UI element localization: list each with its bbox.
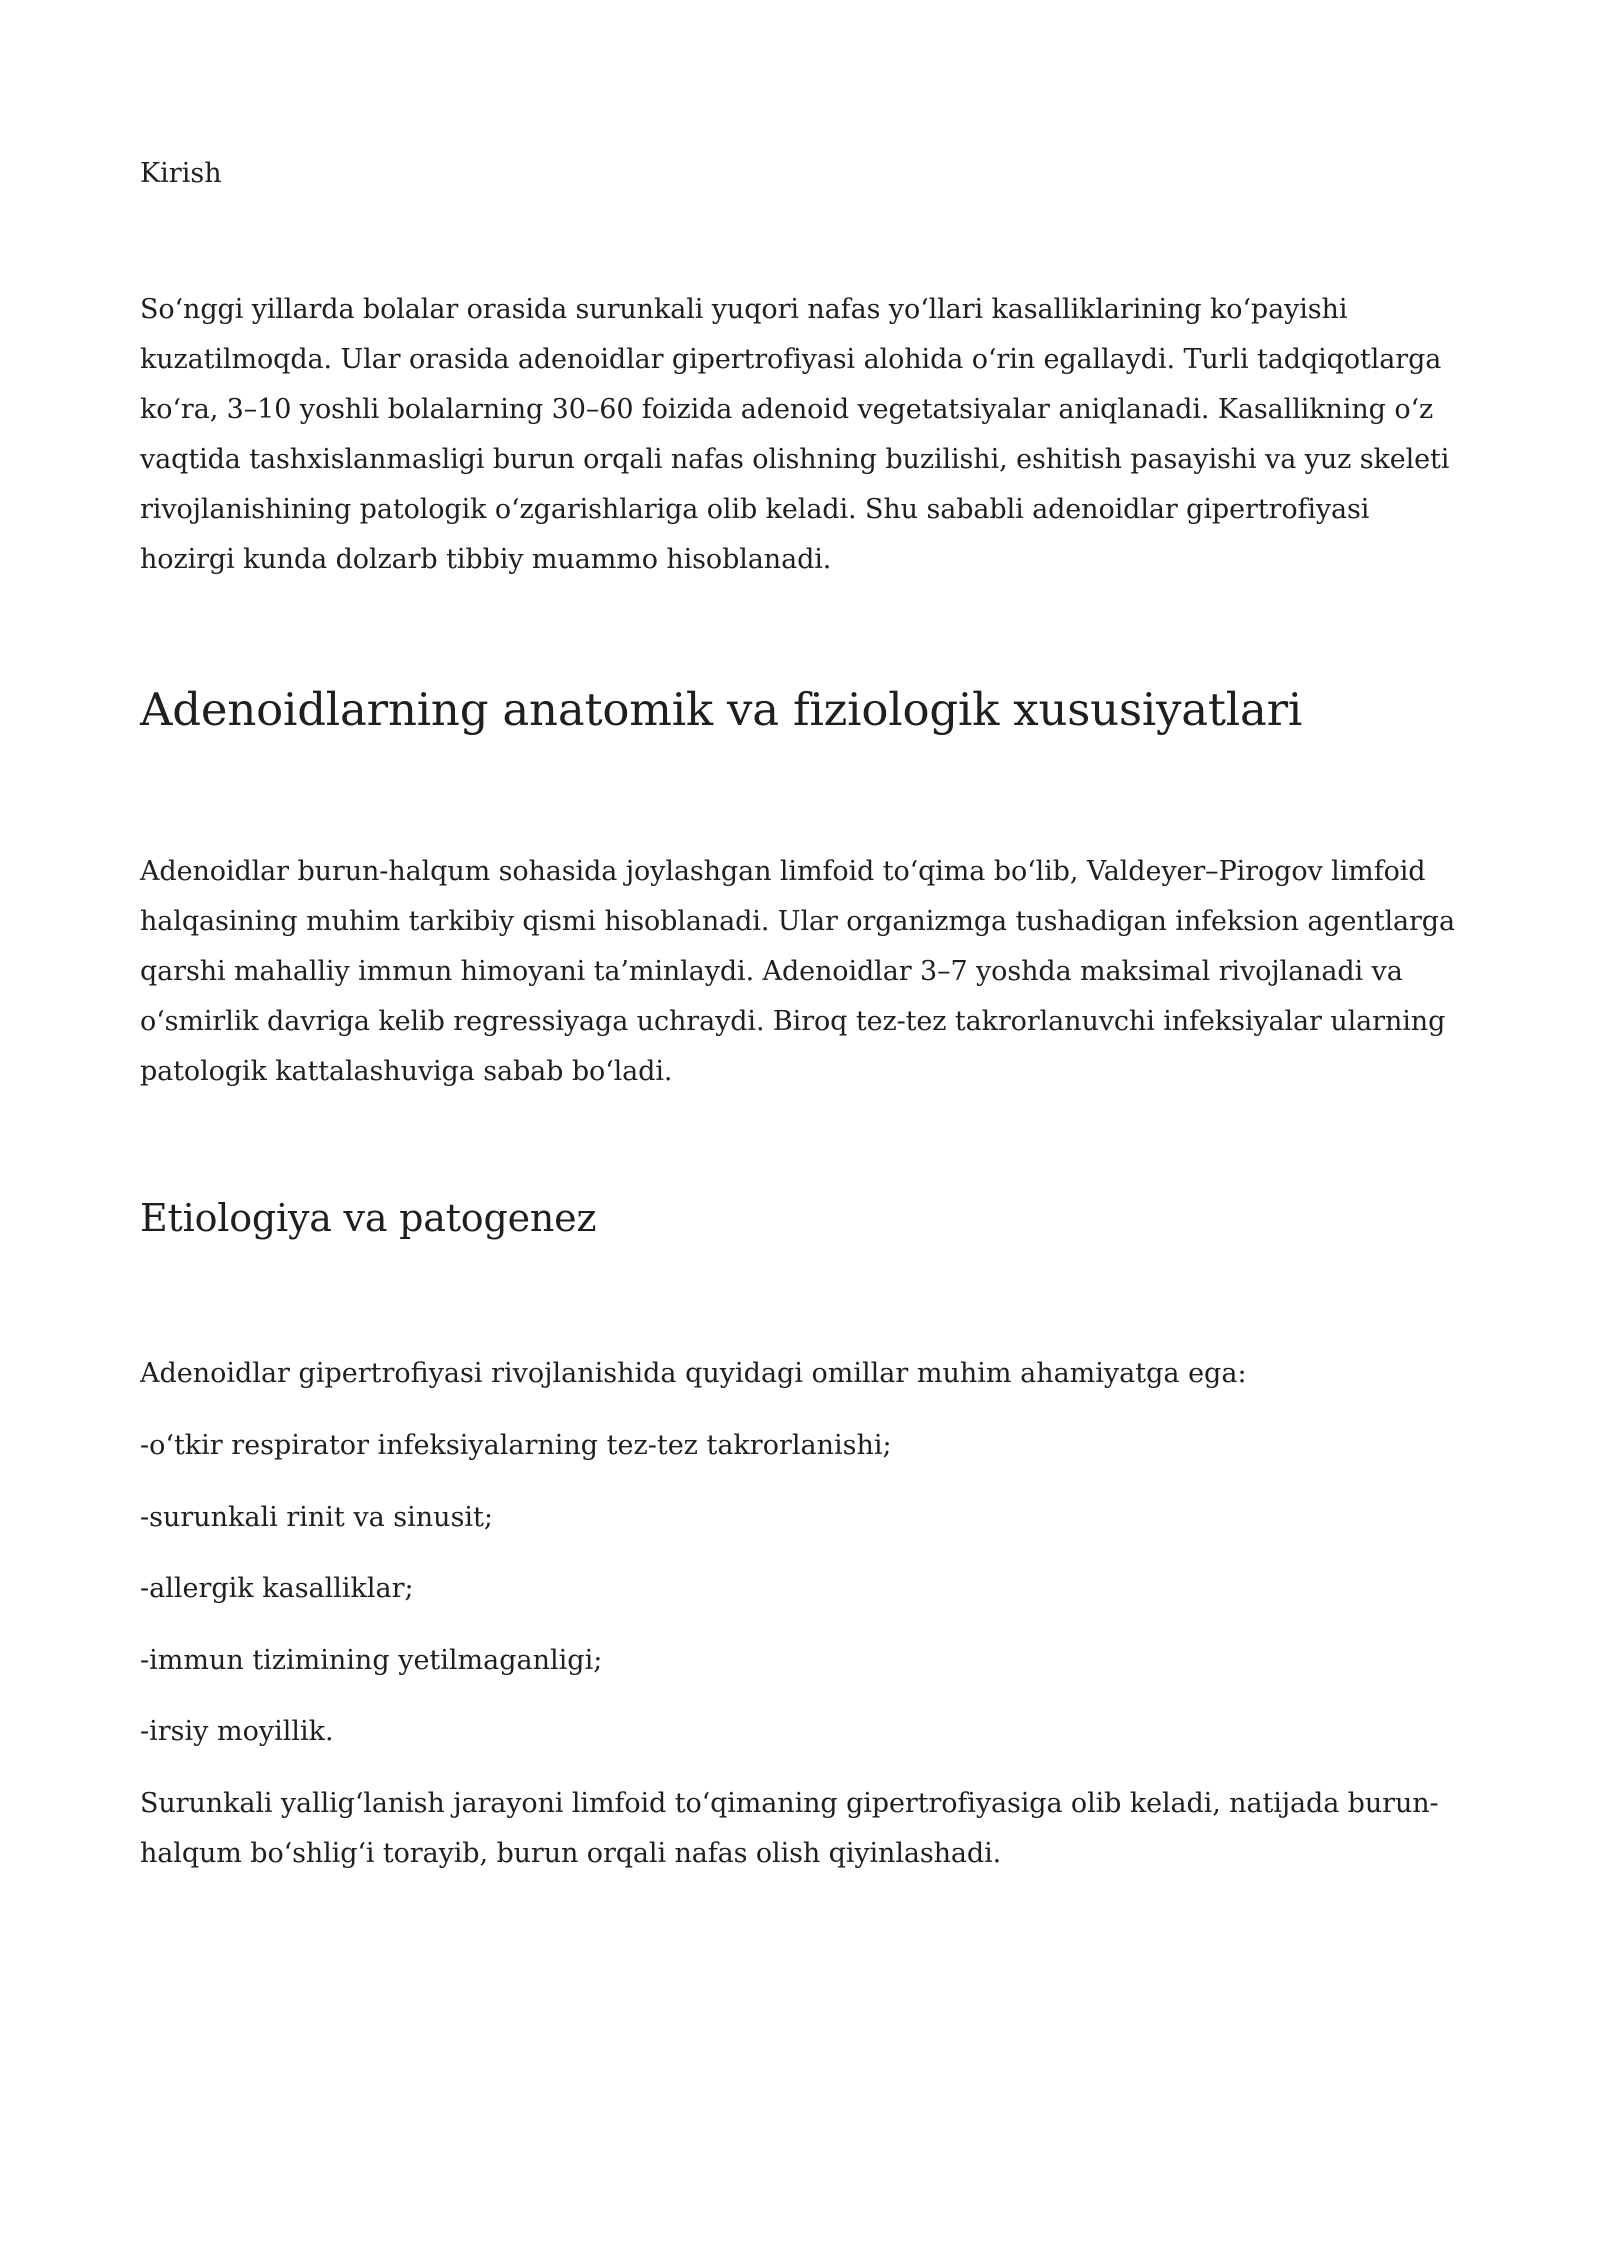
etiology-list-item: -allergik kasalliklar; [140,1573,414,1604]
section-heading-anatomy: Adenoidlarning anatomik va fiziologik xususiyatlari [140,683,1303,736]
etiology-list-item: -surunkali rinit va sinusit; [140,1502,494,1533]
etiology-intro: Adenoidlar gipertrofiyasi rivojlanishida quyidagi omillar muhim ahamiyatga ega: [140,1358,1247,1389]
etiology-list-item: -irsiy moyillik. [140,1716,334,1747]
section-heading-etiology: Etiologiya va patogenez [140,1196,597,1240]
intro-title: Kirish [140,158,222,189]
anatomy-paragraph: Adenoidlar burun-halqum sohasida joylashgan limfoid to‘qima bo‘lib, Valdeyer–Pirogov limfoid halqasining muhim tarkibiy qismi hisoblanadi. Ular organizmga tushadigan infeksion agentlarga qarshi mahalliy immun himoyani ta’minlaydi. Adenoidlar 3–7 yoshda maksimal rivojlanadi va o‘smirlik davriga kelib regressiyaga uchraydi. Biroq tez-tez takrorlanuvchi infeksiyalar ularning patologik kattalashuviga sabab bo‘ladi. [140,856,1455,1087]
etiology-list-item: -o‘tkir respirator infeksiyalarning tez-tez takrorlanishi; [140,1430,892,1461]
intro-paragraph: So‘nggi yillarda bolalar orasida surunkali yuqori nafas yo‘llari kasalliklarining ko‘payishi kuzatilmoqda. Ular orasida adenoidlar gipertrofiyasi alohida o‘rin egallaydi. Turli tadqiqotlarga ko‘ra, 3–10 yoshli bolalarning 30–60 foizida adenoid vegetatsiyalar aniqlanadi. Kasallikning o‘z vaqtida tashxislanmasligi burun orqali nafas olishning buzilishi, eshitish pasayishi va yuz skeleti rivojlanishining patologik o‘zgarishlariga olib keladi. Shu sababli adenoidlar gipertrofiyasi hozirgi kunda dolzarb tibbiy muammo hisoblanadi. [140,294,1450,575]
etiology-list-item: -immun tizimining yetilmaganligi; [140,1645,603,1676]
etiology-conclusion: Surunkali yallig‘lanish jarayoni limfoid to‘qimaning gipertrofiyasiga olib keladi, natijada burun-halqum bo‘shlig‘i torayib, burun orqali nafas olish qiyinlashadi. [140,1788,1439,1869]
